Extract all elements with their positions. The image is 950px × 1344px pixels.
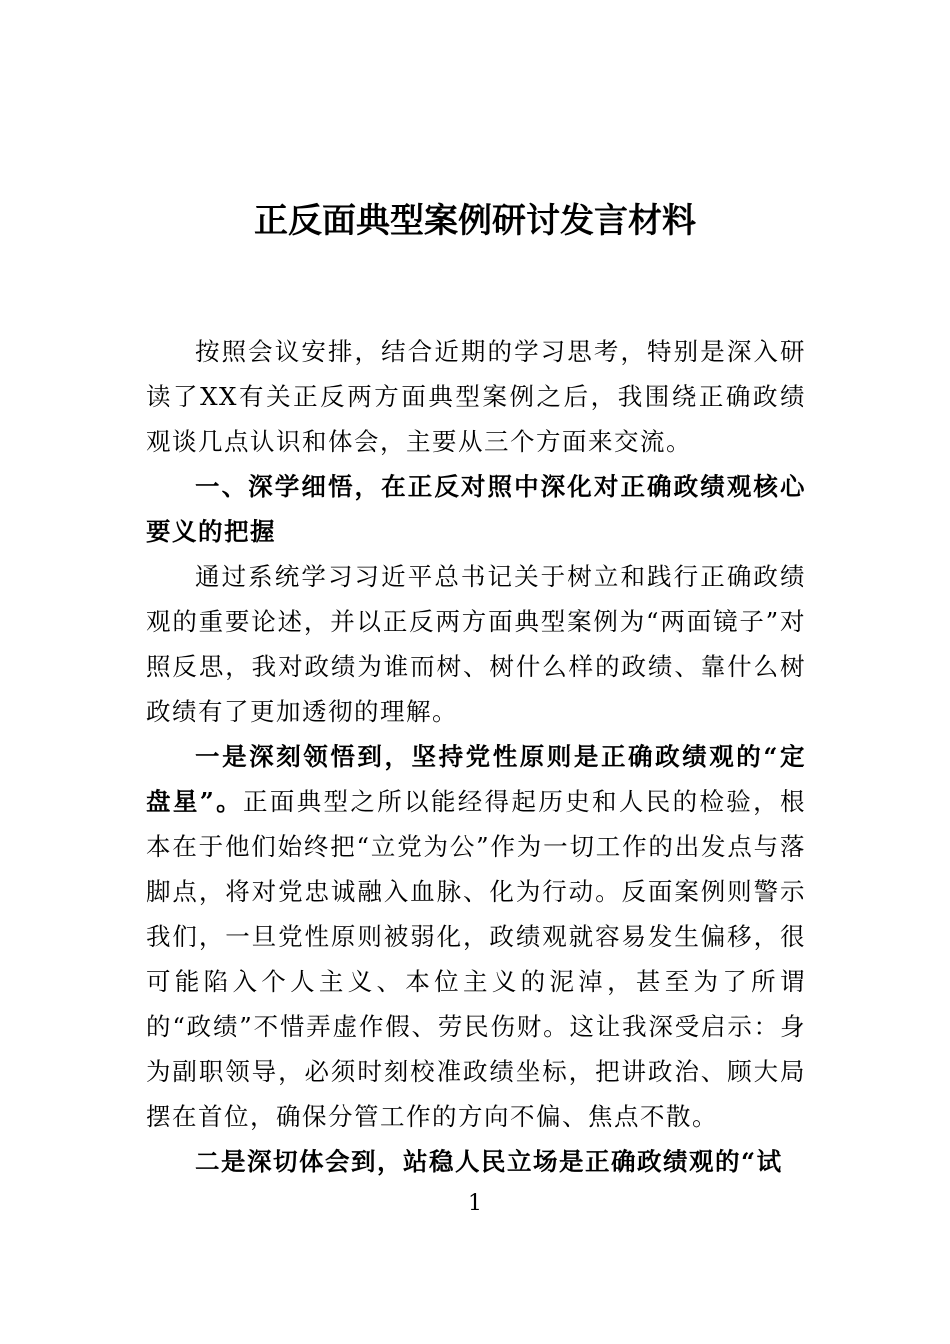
point-2-paragraph	[146, 1139, 806, 1184]
section-1-paragraph: 通过系统学习习近平总书记关于树立和践行正确政绩观的重要论述，并以正反两方面典型案例为“两面镜子”对照反思，我对政绩为谁而树、树什么样的政绩、靠什么树政绩有了更加透彻的理解。	[146, 562, 806, 726]
section-heading-1: 一、深学细悟，在正反对照中深化对正确政绩观核心要义的把握	[146, 472, 806, 546]
point-1-paragraph	[146, 734, 806, 1139]
document-title: 正反面典型案例研讨发言材料	[254, 201, 696, 241]
page-number: 1	[468, 1191, 482, 1216]
point-1-lead: 一是深刻领悟到，坚持党性原则是正确政绩观的“定盘星”。	[146, 742, 806, 816]
point-1-text: 正面典型之所以能经得起历史和人民的检验，根本在于他们始终把“立党为公”作为一切工作的出发点与落脚点，将对党忠诚融入血脉、化为行动。反面案例则警示我们，一旦党性原则被弱化，政绩观就容易发生偏移，很可能陷入个人主义、本位主义的泥淖，甚至为了所谓的“政绩”不惜弄虚作假、劳民伤财。这让我深受启示：身为副职领导，必须时刻校准政绩坐标，把讲政治、顾大局摆在首位，确保分管工作的方向不偏、焦点不散。	[146, 787, 807, 1131]
point-2-lead: 二是深切体会到，站稳人民立场是正确政绩观的“试	[195, 1147, 783, 1176]
intro-paragraph: 按照会议安排，结合近期的学习思考，特别是深入研读了XX有关正反两方面典型案例之后，我围绕正确政绩观谈几点认识和体会，主要从三个方面来交流。	[146, 337, 806, 456]
document-body	[146, 329, 806, 1184]
